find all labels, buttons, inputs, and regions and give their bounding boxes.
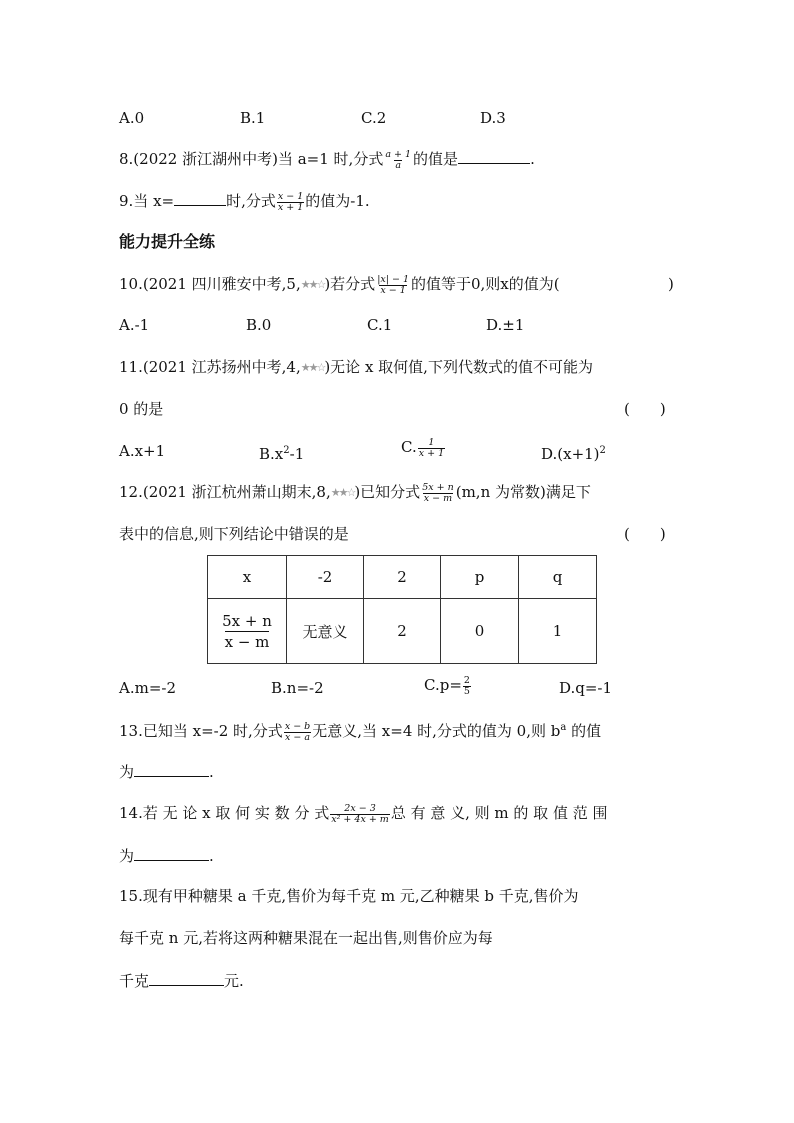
q9-answer-blank[interactable]	[174, 190, 226, 206]
q12-frac-num: 5x + n	[422, 481, 454, 493]
q10-frac-den: x − 1	[380, 284, 406, 296]
q10-option-c: C.1	[367, 316, 393, 334]
q14-prefix: 14.若 无 论 x 取 何 实 数 分 式	[119, 804, 330, 822]
q13-line2-end: .	[209, 763, 214, 781]
table-frac-den: x − m	[224, 632, 270, 651]
q10-option-a: A.-1	[119, 316, 150, 334]
q13-frac-num: x − b	[284, 720, 311, 732]
q12-prefix: 12.(2021 浙江杭州萧山期末,8,	[119, 483, 331, 501]
question-10	[119, 274, 560, 296]
q14-answer-blank[interactable]	[134, 845, 209, 861]
table-cell: 无意义	[287, 599, 364, 664]
q11-opt-c-den: x + 1	[418, 447, 445, 459]
q12-option-d: D.q=-1	[559, 679, 613, 697]
q15-line2: 每千克 n 元,若将这两种糖果混在一起出售,则售价应为每	[119, 929, 493, 947]
q8-answer-blank[interactable]	[458, 148, 530, 164]
table-row	[208, 556, 597, 599]
q14-frac-num: 2x − 3	[344, 802, 376, 814]
q10-mid: )若分式	[324, 275, 376, 293]
q8-suffix: 的值是	[413, 150, 459, 168]
q15-answer-blank[interactable]	[149, 970, 224, 986]
q12-fraction	[421, 483, 455, 504]
q14-frac-den: x² + 4x + m	[331, 813, 389, 825]
q11-prefix: 11.(2021 江苏扬州中考,4,	[119, 358, 301, 376]
q13-line2	[119, 761, 214, 782]
table-cell: 2	[364, 599, 441, 664]
table-frac-num: 5x + n	[222, 611, 272, 630]
q13-sup: a	[560, 722, 567, 733]
q15-line3	[119, 970, 244, 991]
q11-option-b	[259, 441, 304, 464]
q14-line2-end: .	[209, 847, 214, 865]
table-header-cell: 2	[364, 556, 441, 599]
q11-suffix: )无论 x 取何值,下列代数式的值不可能为	[324, 358, 593, 376]
table-row-label	[208, 599, 287, 664]
q15-line3-end: 元.	[224, 972, 244, 990]
q13-answer-blank[interactable]	[134, 761, 209, 777]
q7-option-b: B.1	[240, 109, 266, 127]
q10-option-d: D.±1	[486, 316, 525, 334]
q12-frac-den: x − m	[423, 492, 453, 504]
q12-option-b: B.n=-2	[271, 679, 324, 697]
q13-suffix: 无意义,当 x=4 时,分式的值为 0,则 b	[312, 722, 561, 740]
q8-text: 8.(2022 浙江湖州中考)当 a=1 时,分式	[119, 150, 384, 168]
q12-opt-c-fraction	[463, 676, 471, 697]
table-cell: 1	[519, 599, 597, 664]
q11-opt-b-base: B.x	[259, 445, 284, 463]
question-9	[119, 190, 370, 213]
difficulty-stars-icon: ★★☆	[300, 278, 325, 291]
q9-prefix: 9.当 x=	[119, 192, 175, 210]
q11-opt-c-fraction	[418, 438, 445, 459]
difficulty-stars-icon: ★★☆	[330, 486, 355, 499]
q7-option-d: D.3	[480, 109, 506, 127]
q8-frac-den: a	[395, 159, 402, 171]
table-header-cell: q	[519, 556, 597, 599]
q13-fraction	[284, 722, 311, 743]
difficulty-stars-icon: ★★☆	[300, 361, 325, 374]
q13-prefix: 13.已知当 x=-2 时,分式	[119, 722, 283, 740]
table-header-cell: -2	[287, 556, 364, 599]
q13-suffix2: 的值	[566, 722, 602, 740]
q10-paren-close: )	[668, 275, 674, 293]
q14-line2	[119, 845, 214, 866]
q12-value-table	[207, 555, 597, 664]
q10-suffix: 的值等于0,则x的值为(	[411, 275, 560, 293]
question-13	[119, 718, 601, 743]
q12-opt-c-den: 5	[463, 685, 470, 697]
q12-option-a: A.m=-2	[119, 679, 177, 697]
q8-frac-num: a + 1	[385, 148, 412, 160]
q11-opt-b-tail: -1	[289, 445, 305, 463]
q12-line2: 表中的信息,则下列结论中错误的是	[119, 525, 349, 543]
q11-opt-b-exp: 2	[283, 445, 290, 456]
q11-opt-d-exp: 2	[599, 445, 606, 456]
table-row	[208, 599, 597, 664]
table-cell: 0	[441, 599, 519, 664]
q10-prefix: 10.(2021 四川雅安中考,5,	[119, 275, 301, 293]
q11-opt-d-base: D.(x+1)	[541, 445, 600, 463]
q11-line2: 0 的是	[119, 400, 164, 418]
q11-opt-c-num: 1	[428, 436, 435, 448]
section-title: 能力提升全练	[119, 232, 216, 251]
q9-frac-den: x + 1	[277, 201, 304, 213]
q12-mid: )已知分式	[354, 483, 421, 501]
q11-option-d	[541, 441, 606, 464]
q9-fraction	[277, 192, 304, 213]
q9-frac-num: x − 1	[277, 190, 304, 202]
q14-fraction	[330, 804, 390, 825]
q13-line2-prefix: 为	[119, 763, 135, 781]
q14-line2-prefix: 为	[119, 847, 135, 865]
question-14	[119, 803, 608, 825]
q11-opt-c-label: C.	[401, 438, 417, 456]
q10-option-b: B.0	[246, 316, 272, 334]
q12-opt-c-num: 2	[463, 674, 470, 686]
question-15: 15.现有甲种糖果 a 千克,售价为每千克 m 元,乙种糖果 b 千克,售价为	[119, 887, 579, 905]
q7-option-a: A.0	[119, 109, 145, 127]
q11-option-c	[401, 437, 446, 459]
q9-mid: 时,分式	[226, 192, 276, 210]
q14-suffix: 总 有 意 义, 则 m 的 取 值 范 围	[390, 804, 608, 822]
q12-opt-c-label: C.p=	[424, 676, 462, 694]
question-8	[119, 148, 535, 171]
q12-suffix: (m,n 为常数)满足下	[455, 483, 591, 501]
q13-frac-den: x − a	[285, 731, 311, 743]
q11-answer-paren[interactable]: ( )	[624, 400, 666, 418]
q15-line3-prefix: 千克	[119, 972, 150, 990]
q10-fraction	[376, 275, 410, 296]
table-header-cell: x	[208, 556, 287, 599]
q8-fraction	[384, 150, 412, 171]
question-12	[119, 482, 591, 504]
question-11	[119, 357, 593, 378]
q12-answer-paren[interactable]: ( )	[624, 525, 666, 543]
table-fraction	[222, 611, 272, 652]
q11-option-a: A.x+1	[119, 442, 166, 460]
q12-option-c	[424, 675, 472, 697]
q7-option-c: C.2	[361, 109, 387, 127]
table-header-cell: p	[441, 556, 519, 599]
q9-suffix: 的值为-1.	[305, 192, 370, 210]
q8-end: .	[530, 150, 535, 168]
q10-frac-num: |x| − 1	[377, 273, 409, 285]
